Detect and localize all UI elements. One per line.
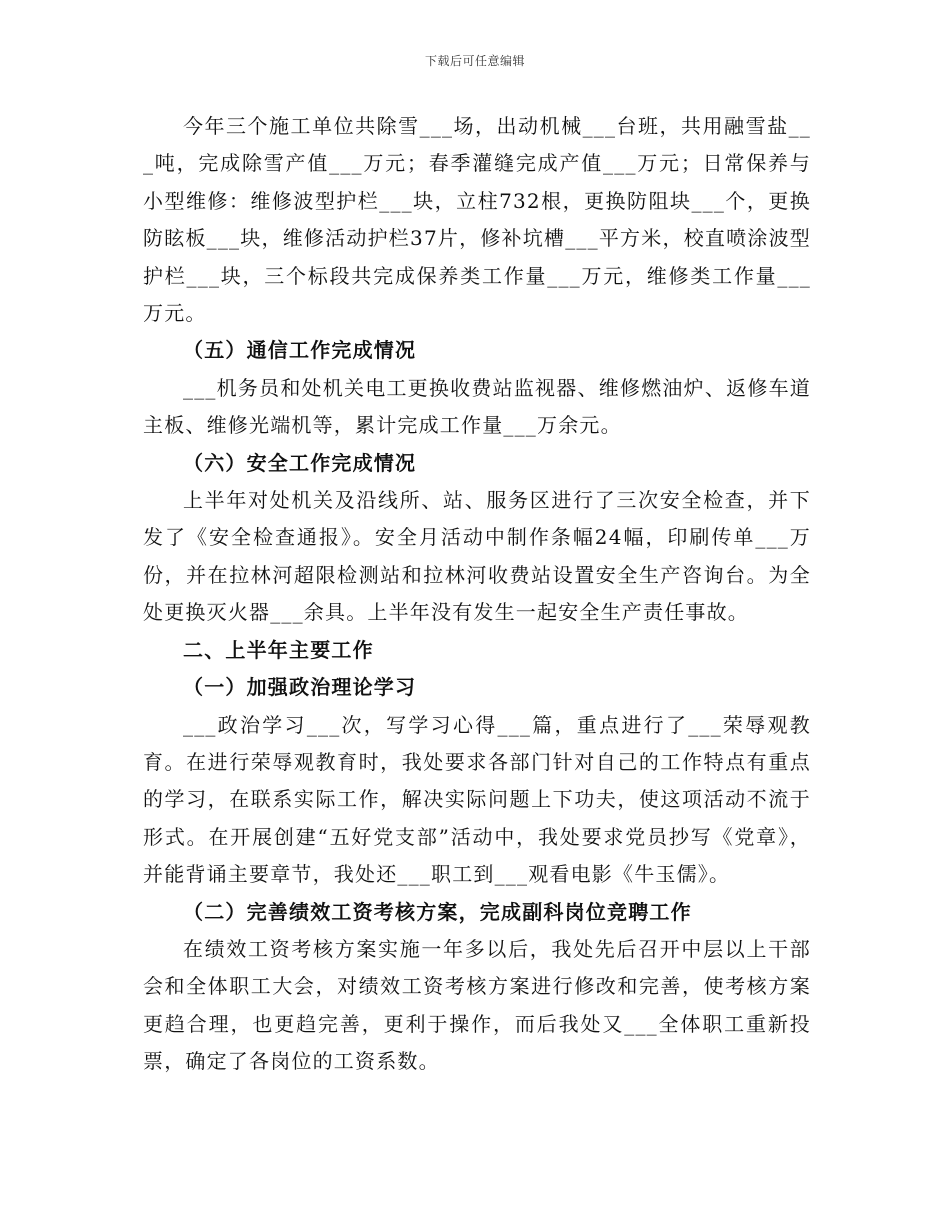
heading-safety: （六）安全工作完成情况: [183, 450, 417, 475]
heading-main-work: 二、上半年主要工作: [183, 637, 374, 662]
document-body: [143, 108, 811, 1081]
heading-political-study: （一）加强政治理论学习: [183, 675, 417, 700]
paragraph-performance-salary: 在绩效工资考核方案实施一年多以后，我处先后召开中层以上干部会和全体职工大会，对绩效工资考核方案进行修改和完善，使考核方案更趋合理，也更趋完善，更利于操作，而后我处又___全体职工重新投票，确定了各岗位的工资系数。: [143, 936, 811, 1074]
page-header: 下载后可任意编辑: [424, 54, 525, 68]
heading-communication: （五）通信工作完成情况: [183, 338, 417, 363]
paragraph-communication: ___机务员和处机关电工更换收费站监视器、维修燃油炉、返修车道主板、维修光端机等，累计完成工作量___万余元。: [143, 375, 811, 438]
paragraph-political-study: ___政治学习___次，写学习心得___篇，重点进行了___荣辱观教育。在进行荣辱观教育时，我处要求各部门针对自己的工作特点有重点的学习，在联系实际工作，解决实际问题上下功夫，使这项活动不流于形式。在开展创建“五好党支部”活动中，我处要求党员抄写《党章》，并能背诵主要章节，我处还___职工到___观看电影《牛玉儒》。: [143, 712, 811, 887]
paragraph-maintenance: 今年三个施工单位共除雪___场，出动机械___台班，共用融雪盐___吨，完成除雪产值___万元；春季灌缝完成产值___万元；日常保养与小型维修：维修波型护栏___块，立柱732根，更换防阻块___个，更换防眩板___块，维修活动护栏37片，修补坑槽___平方米，校直喷涂波型护栏___块，三个标段共完成保养类工作量___万元，维修类工作量___万元。: [143, 114, 811, 326]
paragraph-safety: 上半年对处机关及沿线所、站、服务区进行了三次安全检查，并下发了《安全检查通报》。安全月活动中制作条幅24幅，印刷传单___万份，并在拉林河超限检测站和拉林河收费站设置安全生产咨询台。为全处更换灭火器___余具。上半年没有发生一起安全生产责任事故。: [143, 488, 811, 625]
heading-performance-salary: （二）完善绩效工资考核方案，完成副科岗位竞聘工作: [183, 899, 692, 924]
